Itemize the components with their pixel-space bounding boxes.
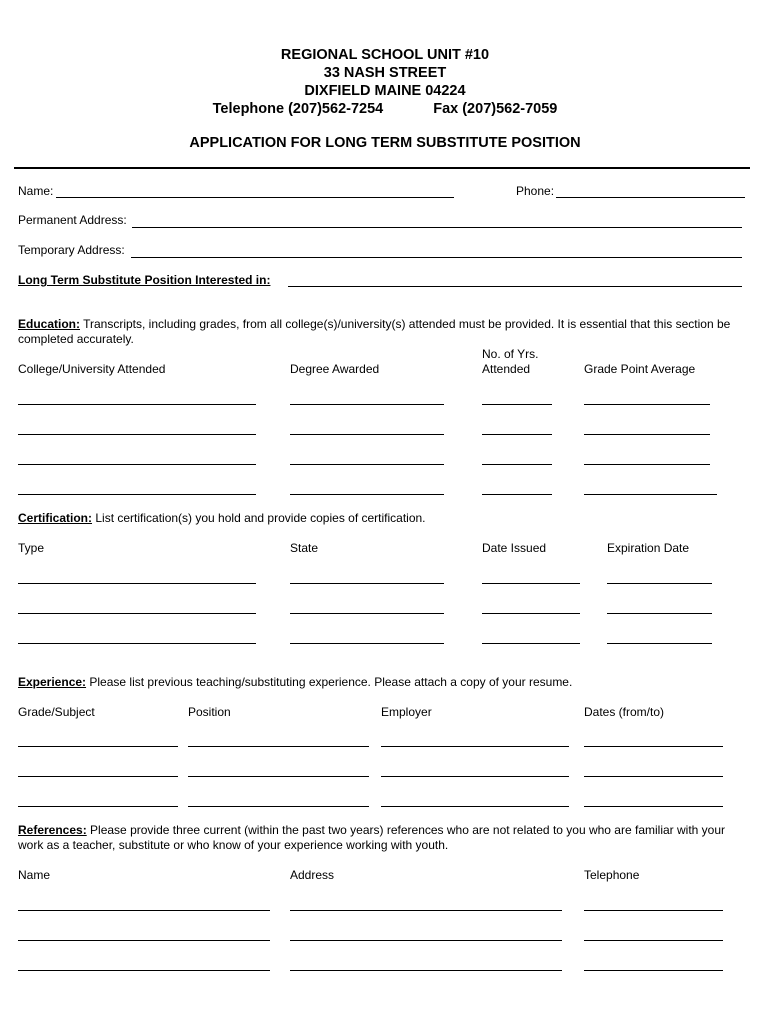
certification-row-1-issued[interactable] <box>482 583 580 584</box>
type-column-header: Type <box>18 541 45 555</box>
state-column-header: State <box>290 541 319 555</box>
name-field[interactable] <box>56 197 454 198</box>
experience-row-1-grade[interactable] <box>18 746 178 747</box>
telephone-number: Telephone (207)562-7254 <box>212 101 384 117</box>
experience-row-2-employer[interactable] <box>381 776 569 777</box>
certification-row-3-expiration[interactable] <box>607 643 712 644</box>
years-header-line2: Attended <box>482 362 531 376</box>
position-interested-field[interactable] <box>288 286 742 287</box>
grade-subject-column-header: Grade/Subject <box>18 705 95 719</box>
education-row-1-degree[interactable] <box>290 404 444 405</box>
permanent-address-field[interactable] <box>132 227 742 228</box>
certification-row-2-type[interactable] <box>18 613 256 614</box>
education-heading: Education: <box>18 317 80 331</box>
expiration-date-column-header: Expiration Date <box>607 541 690 555</box>
education-row-2-college[interactable] <box>18 434 256 435</box>
education-text: Transcripts, including grades, from all college(s)/university(s) attended must be provided. It is essential that this section be completed accurately. <box>18 317 731 346</box>
experience-row-2-grade[interactable] <box>18 776 178 777</box>
position-interested-label: Long Term Substitute Position Interested in: <box>18 273 271 287</box>
certification-row-3-issued[interactable] <box>482 643 580 644</box>
education-row-2-gpa[interactable] <box>584 434 710 435</box>
name-label: Name: <box>18 184 54 198</box>
education-row-4-years[interactable] <box>482 494 552 495</box>
phone-label: Phone: <box>516 184 555 198</box>
years-header-line1: No. of Yrs. <box>482 347 539 361</box>
fax-number: Fax (207)562-7059 <box>433 101 558 117</box>
certification-text: List certification(s) you hold and provide copies of certification. <box>92 511 426 525</box>
certification-row-1-state[interactable] <box>290 583 444 584</box>
reference-name-column-header: Name <box>18 868 51 882</box>
reference-row-3-address[interactable] <box>290 970 562 971</box>
experience-row-3-position[interactable] <box>188 806 369 807</box>
reference-row-2-name[interactable] <box>18 940 270 941</box>
reference-telephone-column-header: Telephone <box>584 868 640 882</box>
header-divider <box>14 167 750 169</box>
education-row-3-degree[interactable] <box>290 464 444 465</box>
reference-address-column-header: Address <box>290 868 335 882</box>
form-title: APPLICATION FOR LONG TERM SUBSTITUTE POSITION <box>189 135 581 151</box>
experience-row-2-dates[interactable] <box>584 776 723 777</box>
employer-column-header: Employer <box>381 705 432 719</box>
org-name: REGIONAL SCHOOL UNIT #10 <box>280 47 490 63</box>
reference-row-3-telephone[interactable] <box>584 970 723 971</box>
certification-row-3-state[interactable] <box>290 643 444 644</box>
experience-row-3-employer[interactable] <box>381 806 569 807</box>
reference-row-1-telephone[interactable] <box>584 910 723 911</box>
permanent-address-label: Permanent Address: <box>18 213 127 227</box>
reference-row-1-address[interactable] <box>290 910 562 911</box>
street-address: 33 NASH STREET <box>323 65 447 81</box>
education-row-4-gpa[interactable] <box>584 494 717 495</box>
experience-instructions <box>18 675 748 690</box>
experience-row-1-dates[interactable] <box>584 746 723 747</box>
certification-row-1-type[interactable] <box>18 583 256 584</box>
education-row-4-college[interactable] <box>18 494 256 495</box>
education-row-3-gpa[interactable] <box>584 464 710 465</box>
certification-row-2-expiration[interactable] <box>607 613 712 614</box>
college-column-header: College/University Attended <box>18 362 166 376</box>
references-heading: References: <box>18 823 87 837</box>
dates-column-header: Dates (from/to) <box>584 705 665 719</box>
experience-row-2-position[interactable] <box>188 776 369 777</box>
date-issued-column-header: Date Issued <box>482 541 547 555</box>
certification-row-3-type[interactable] <box>18 643 256 644</box>
education-row-1-years[interactable] <box>482 404 552 405</box>
education-row-1-gpa[interactable] <box>584 404 710 405</box>
education-row-3-college[interactable] <box>18 464 256 465</box>
experience-row-3-grade[interactable] <box>18 806 178 807</box>
contact-line <box>0 100 770 118</box>
references-text: Please provide three current (within the past two years) references who are not related to you who are familiar with your work as a teacher, substitute or who know of your experience working with youth. <box>18 823 726 852</box>
reference-row-1-name[interactable] <box>18 910 270 911</box>
phone-field[interactable] <box>556 197 745 198</box>
experience-text: Please list previous teaching/substituting experience. Please attach a copy of your resume. <box>86 675 573 689</box>
position-column-header: Position <box>188 705 231 719</box>
reference-row-2-address[interactable] <box>290 940 562 941</box>
reference-row-3-name[interactable] <box>18 970 270 971</box>
experience-heading: Experience: <box>18 675 87 689</box>
certification-heading: Certification: <box>18 511 93 525</box>
education-row-4-degree[interactable] <box>290 494 444 495</box>
certification-row-2-state[interactable] <box>290 613 444 614</box>
education-row-2-degree[interactable] <box>290 434 444 435</box>
certification-instructions <box>18 511 748 526</box>
education-instructions <box>18 317 748 347</box>
references-instructions <box>18 823 748 853</box>
certification-row-1-expiration[interactable] <box>607 583 712 584</box>
degree-column-header: Degree Awarded <box>290 362 380 376</box>
city-state-zip: DIXFIELD MAINE 04224 <box>304 83 466 99</box>
education-row-2-years[interactable] <box>482 434 552 435</box>
gpa-column-header: Grade Point Average <box>584 362 696 376</box>
temporary-address-label: Temporary Address: <box>18 243 125 257</box>
experience-row-3-dates[interactable] <box>584 806 723 807</box>
temporary-address-field[interactable] <box>131 257 742 258</box>
reference-row-2-telephone[interactable] <box>584 940 723 941</box>
education-row-1-college[interactable] <box>18 404 256 405</box>
experience-row-1-position[interactable] <box>188 746 369 747</box>
certification-row-2-issued[interactable] <box>482 613 580 614</box>
experience-row-1-employer[interactable] <box>381 746 569 747</box>
education-row-3-years[interactable] <box>482 464 552 465</box>
